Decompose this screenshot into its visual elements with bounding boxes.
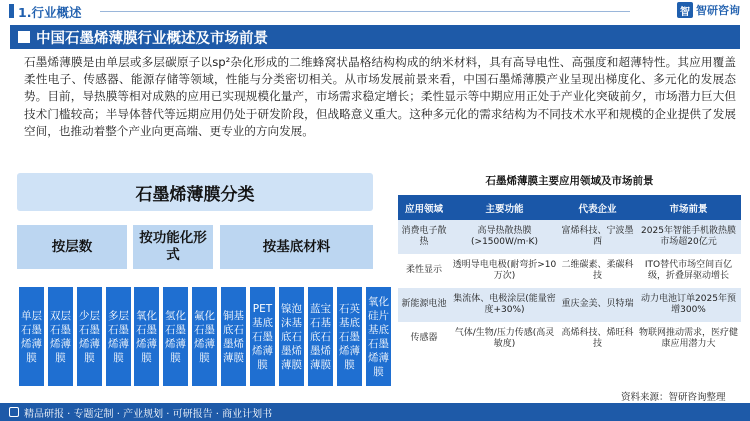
table-row [398, 322, 741, 356]
banner-square-icon [18, 31, 30, 43]
leaves-by-substrate [221, 287, 391, 386]
footer-text: 精品研报 · 专题定制 · 产业规划 · 可研报告 · 商业计划书 [24, 408, 273, 420]
table-cell: 富烯科技、宁波墨西 [559, 220, 636, 254]
classification-diagram [17, 173, 389, 386]
classification-title: 石墨烯薄膜分类 [135, 184, 255, 205]
table-cell: 动力电池订单2025年预增300% [636, 288, 741, 322]
leaf-item: 氢化石墨烯薄膜 [163, 287, 188, 386]
column-header: 主要功能 [450, 195, 559, 220]
leaf-item: 铜基底石墨烯薄膜 [221, 287, 246, 386]
leaf-item: 多层石墨烯薄膜 [106, 287, 131, 386]
category-by-substrate: 按基底材料 [220, 225, 373, 269]
application-table [398, 195, 741, 356]
leaves-by-functionalization [134, 287, 217, 386]
column-header: 市场前景 [636, 195, 741, 220]
intro-paragraph: 石墨烯薄膜是由单层或多层碳原子以sp²杂化形成的二维蜂窝状晶格结构构成的纳米材料，具有高导电性、高强度和超薄特性。其应用覆盖柔性电子、传感器、能源存储等领域，性能与分类密切相关。从市场发展前景来看，中国石墨烯薄膜产业呈现出梯度化、多元化的发展态势。目前，导热膜等相对成熟的应用已实现规模化量产，市场需求稳定增长；柔性显示等中期应用正处于产业化突破前夕，市场潜力巨大但技术门槛较高；半导体替代等远期应用仍处于研发阶段，但战略意义重大。这种多元化的需求结构为不同技术水平和规模的企业提供了发展空间，也推动着整个产业向更高端、更专业的方向发展。 [24, 55, 736, 138]
leaf-item: PET基底石墨烯薄膜 [250, 287, 275, 386]
leaf-item: 氟化石墨烯薄膜 [192, 287, 217, 386]
table-cell: 气体/生物/压力传感(高灵敏度) [450, 322, 559, 356]
leaf-item: 氧化硅片基底石墨烯薄膜 [366, 287, 391, 386]
table-cell: 新能源电池 [398, 288, 450, 322]
leaf-item: 双层石墨烯薄膜 [48, 287, 73, 386]
table-cell: 柔性显示 [398, 254, 450, 288]
table-cell: ITO替代市场空间百亿级，折叠屏驱动增长 [636, 254, 741, 288]
category-by-layers: 按层数 [17, 225, 127, 269]
source-note: 资料来源：智研咨询整理 [621, 392, 726, 403]
classification-title-box [17, 173, 373, 211]
leaves-by-layers [19, 287, 131, 386]
page-title: 中国石墨烯薄膜行业概述及市场前景 [36, 30, 268, 47]
table-header-row [398, 195, 741, 220]
table-cell: 重庆金美、贝特瑞 [559, 288, 636, 322]
leaf-item: 蓝宝石基底石墨烯薄膜 [308, 287, 333, 386]
footer-bar [0, 403, 750, 421]
column-header: 应用领域 [398, 195, 450, 220]
leaf-item: 镍泡沫基底石墨烯薄膜 [279, 287, 304, 386]
table-cell: 传感器 [398, 322, 450, 356]
table-cell: 二维碳素、柔碳科技 [559, 254, 636, 288]
page-banner [10, 25, 740, 49]
leaf-item: 少层石墨烯薄膜 [77, 287, 102, 386]
application-table-panel [397, 173, 742, 356]
report-icon [9, 407, 19, 417]
table-row [398, 254, 741, 288]
table-row [398, 288, 741, 322]
leaf-item: 单层石墨烯薄膜 [19, 287, 44, 386]
table-cell: 2025年智能手机散热膜市场超20亿元 [636, 220, 741, 254]
category-by-functionalization: 按功能化形式 [133, 225, 213, 269]
table-cell: 高导热散热膜(>1500W/m·K) [450, 220, 559, 254]
table-title: 石墨烯薄膜主要应用领域及市场前景 [485, 175, 654, 187]
table-cell: 消费电子散热 [398, 220, 450, 254]
leaf-item: 氧化石墨烯薄膜 [134, 287, 159, 386]
header-rule [100, 11, 630, 12]
leaf-item: 石英基底石墨烯薄膜 [337, 287, 362, 386]
logo-text: 智研咨询 [696, 4, 740, 17]
table-cell: 透明导电电极(耐弯折>10万次) [450, 254, 559, 288]
logo-icon: 智 [677, 2, 693, 18]
table-cell: 高烯科技、烯旺科技 [559, 322, 636, 356]
section-marker [9, 4, 14, 18]
column-header: 代表企业 [559, 195, 636, 220]
table-row [398, 220, 741, 254]
section-title: 1.行业概述 [18, 5, 82, 20]
table-cell: 集流体、电极涂层(能量密度+30%) [450, 288, 559, 322]
table-cell: 物联网推动需求，医疗健康应用潜力大 [636, 322, 741, 356]
brand-logo [677, 2, 740, 18]
top-bar [0, 0, 750, 22]
